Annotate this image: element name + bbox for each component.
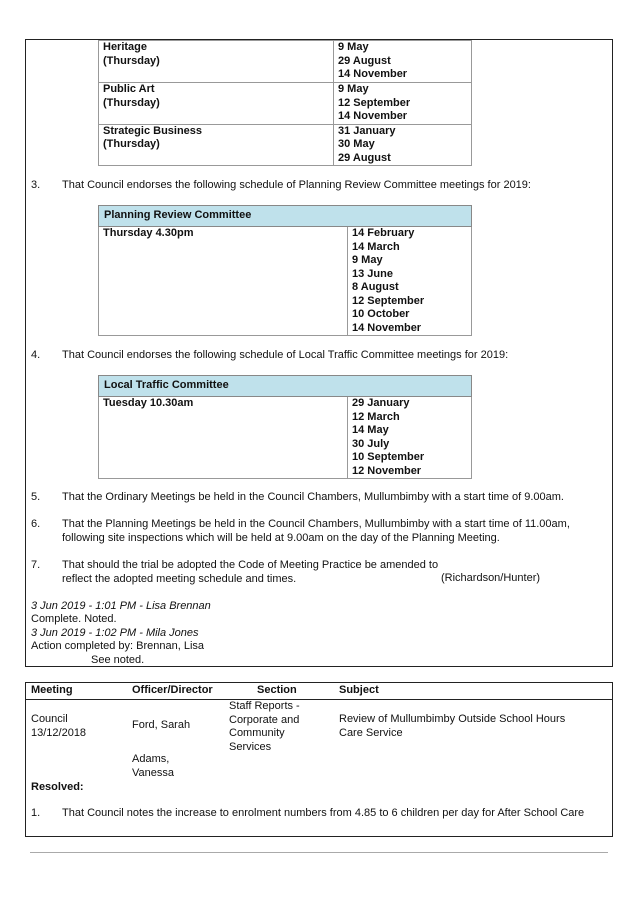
committee-name: Public Art (Thursday) <box>99 83 334 125</box>
committee-name: Heritage (Thursday) <box>99 41 334 83</box>
item-number: 7. <box>31 559 41 571</box>
item-number: 1. <box>31 807 41 819</box>
item-number: 3. <box>31 179 41 191</box>
item-number: 6. <box>31 518 41 530</box>
item-text: That Council notes the increase to enrolment numbers from 4.85 to 6 children per day for After School Care <box>62 807 585 819</box>
meeting-date: Council 13/12/2018 <box>31 713 87 739</box>
log-entry: 3 Jun 2019 - 1:02 PM - Mila Jones <box>31 627 199 639</box>
footer-divider <box>30 852 608 853</box>
log-note: Action completed by: Brennan, Lisa <box>31 640 205 652</box>
column-header-section: Section <box>257 684 297 696</box>
meeting-time: Tuesday 10.30am <box>99 397 348 479</box>
mover-seconder: (Richardson/Hunter) <box>441 572 541 584</box>
table-header: Planning Review Committee <box>99 206 472 227</box>
table-header: Local Traffic Committee <box>99 376 472 397</box>
log-note: Complete. Noted. <box>31 613 117 625</box>
item-number: 4. <box>31 349 41 361</box>
committee-dates: 31 January 30 May 29 August <box>334 124 472 166</box>
officer-name: Ford, Sarah <box>132 719 191 731</box>
resolved-heading: Resolved: <box>31 781 84 793</box>
item-text: That the Planning Meetings be held in the Council Chambers, Mullumbimby with a start time of 11.00am, following site inspections which will be held at 9.00am on the day of the Planning Meeting. <box>62 518 570 544</box>
item-number: 5. <box>31 491 41 503</box>
section-name: Staff Reports - Corporate and Community Services <box>229 700 300 753</box>
committee-name: Strategic Business (Thursday) <box>99 124 334 166</box>
resolution-box <box>25 39 613 667</box>
item-text: That should the trial be adopted the Code of Meeting Practice be amended to reflect the adopted meeting schedule and times. <box>62 559 439 585</box>
column-header-officer: Officer/Director <box>132 684 213 696</box>
meeting-dates: 29 January 12 March 14 May 30 July 10 September 12 November <box>348 397 472 479</box>
log-note: See noted. <box>91 654 145 666</box>
meeting-time: Thursday 4.30pm <box>99 227 348 336</box>
planning-review-table <box>98 205 472 336</box>
item-text: That the Ordinary Meetings be held in the Council Chambers, Mullumbimby with a start time of 9.00am. <box>62 491 564 503</box>
meeting-dates: 14 February 14 March 9 May 13 June 8 August 12 September 10 October 14 November <box>348 227 472 336</box>
committee-dates: 9 May 29 August 14 November <box>334 41 472 83</box>
item-text: That Council endorses the following schedule of Local Traffic Committee meetings for 2019: <box>62 349 509 361</box>
committee-schedule-table <box>98 40 472 166</box>
committee-dates: 9 May 12 September 14 November <box>334 83 472 125</box>
meeting-table-header <box>26 683 612 700</box>
officer-name: Adams, Vanessa <box>132 753 174 779</box>
meeting-action-box <box>25 682 613 837</box>
log-entry: 3 Jun 2019 - 1:01 PM - Lisa Brennan <box>31 600 211 612</box>
subject-text: Review of Mullumbimby Outside School Hours Care Service <box>339 713 566 739</box>
local-traffic-table <box>98 375 472 479</box>
item-text: That Council endorses the following schedule of Planning Review Committee meetings for 2019: <box>62 179 531 191</box>
column-header-subject: Subject <box>339 684 379 696</box>
column-header-meeting: Meeting <box>31 684 73 696</box>
